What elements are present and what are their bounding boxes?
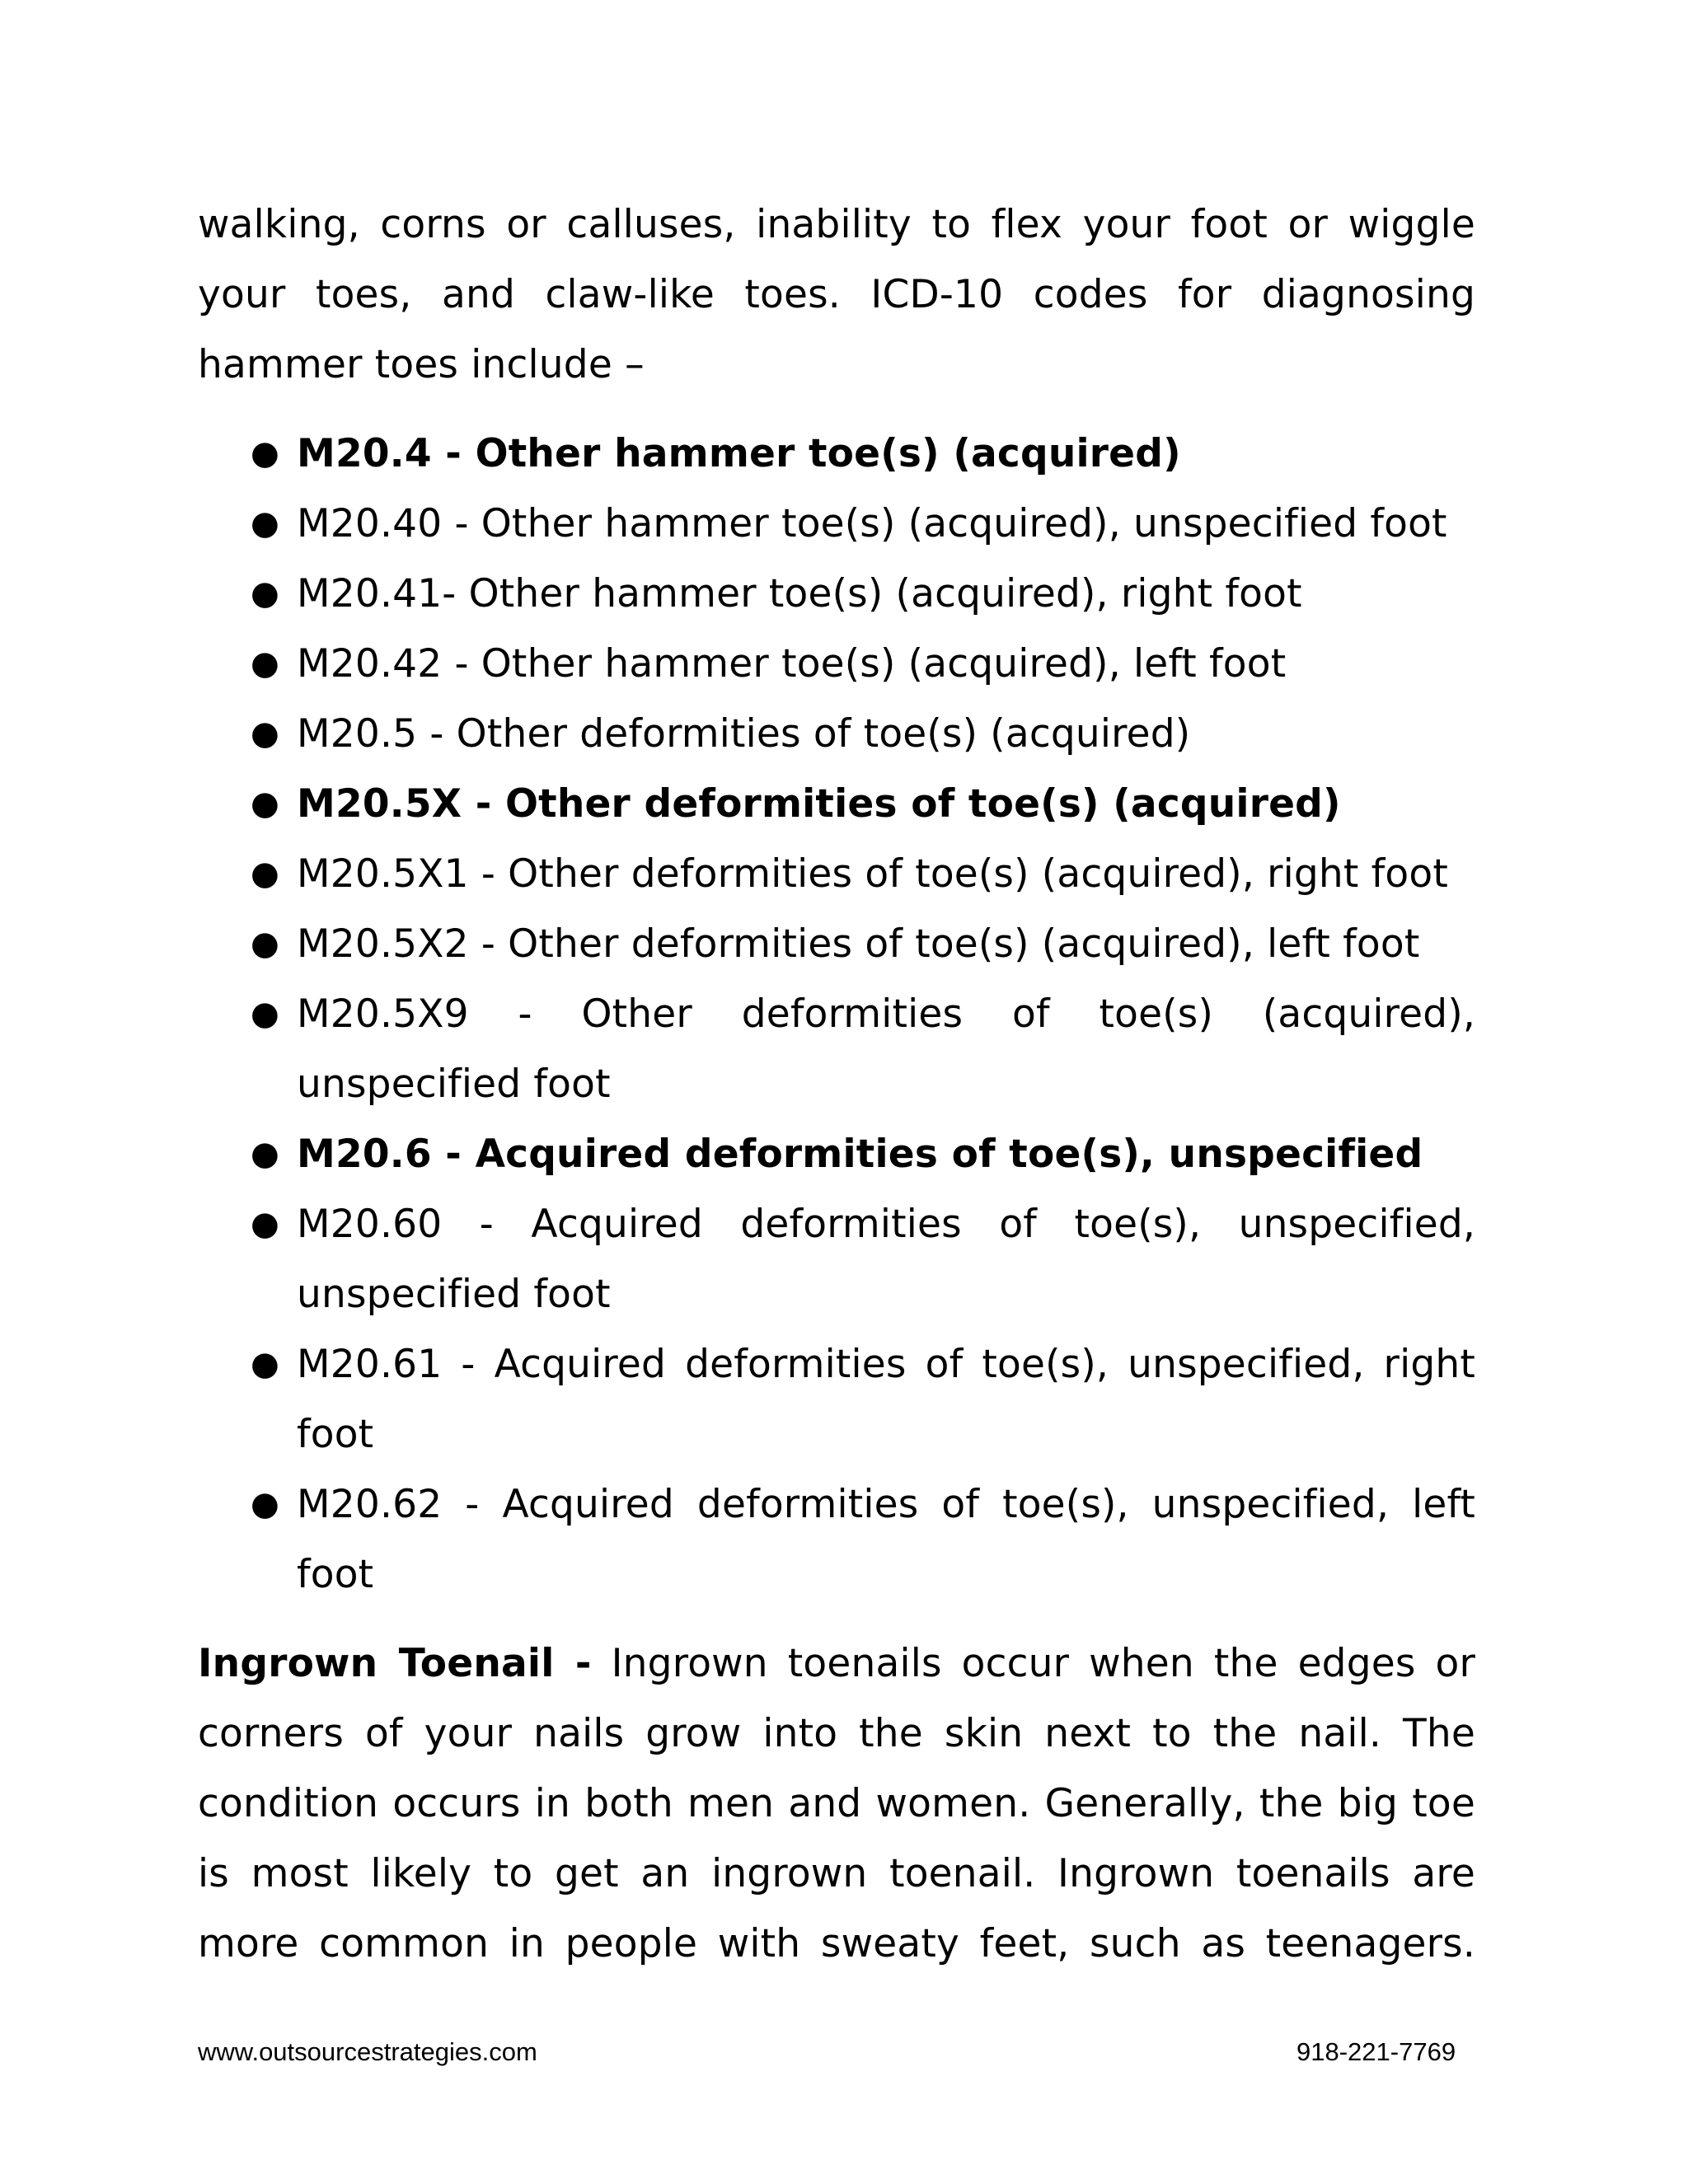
list-item: ● M20.5 - Other deformities of toe(s) (acquired) bbox=[198, 699, 1475, 769]
list-item: ● M20.42 - Other hammer toe(s) (acquired), left foot bbox=[198, 629, 1475, 699]
list-item: ● M20.5X1 - Other deformities of toe(s) (acquired), right foot bbox=[198, 839, 1475, 909]
ingrown-toenail-heading: Ingrown Toenail - bbox=[198, 1641, 592, 1686]
bullet-icon: ● bbox=[251, 995, 280, 1033]
bullet-icon: ● bbox=[251, 574, 280, 612]
bullet-icon: ● bbox=[251, 925, 280, 963]
bullet-icon: ● bbox=[251, 434, 280, 472]
list-item: ● M20.40 - Other hammer toe(s) (acquired), unspecified foot bbox=[198, 489, 1475, 559]
bullet-icon: ● bbox=[251, 644, 280, 682]
list-item: ● M20.5X - Other deformities of toe(s) (acquired) bbox=[198, 769, 1475, 839]
bullet-icon: ● bbox=[251, 785, 280, 823]
bullet-icon: ● bbox=[251, 715, 280, 752]
footer-website: www.outsourcestrategies.com bbox=[198, 2037, 537, 2066]
bullet-icon: ● bbox=[251, 1345, 280, 1383]
list-item: ● M20.5X9 - Other deformities of toe(s) (acquired), unspecified foot bbox=[198, 979, 1475, 1119]
list-item: ● M20.5X2 - Other deformities of toe(s) (acquired), left foot bbox=[198, 909, 1475, 979]
intro-paragraph: walking, corns or calluses, inability to flex your foot or wiggle your toes, and claw-like toes. ICD-10 codes for diagnosing hammer toes include – bbox=[198, 202, 1475, 387]
list-item: ● M20.62 - Acquired deformities of toe(s), unspecified, left foot bbox=[198, 1469, 1475, 1610]
footer-phone: 918-221-7769 bbox=[1296, 2037, 1456, 2066]
bullet-icon: ● bbox=[251, 1135, 280, 1173]
bullet-icon: ● bbox=[251, 504, 280, 542]
list-item: ● M20.60 - Acquired deformities of toe(s), unspecified, unspecified foot bbox=[198, 1189, 1475, 1329]
ingrown-toenail-body: Ingrown toenails occur when the edges or corners of your nails grow into the skin next to the nail. The condition occurs in both men and women. Generally, the big toe is most likely to get an ingrown toenail. Ingrown toenails are more common in people with sweaty feet, such as teenagers. bbox=[198, 1641, 1476, 1966]
bullet-icon: ● bbox=[251, 855, 280, 893]
list-item: ● M20.61 - Acquired deformities of toe(s), unspecified, right foot bbox=[198, 1329, 1475, 1469]
icd10-code-list bbox=[198, 419, 1475, 1610]
bullet-icon: ● bbox=[251, 1205, 280, 1243]
bullet-icon: ● bbox=[251, 1485, 280, 1523]
ingrown-toenail-paragraph bbox=[198, 1629, 1475, 1979]
page-content bbox=[198, 190, 1475, 1979]
list-item: ● M20.41- Other hammer toe(s) (acquired), right foot bbox=[198, 559, 1475, 629]
list-item: ● M20.6 - Acquired deformities of toe(s), unspecified bbox=[198, 1119, 1475, 1189]
list-item: ● M20.4 - Other hammer toe(s) (acquired) bbox=[198, 419, 1475, 489]
